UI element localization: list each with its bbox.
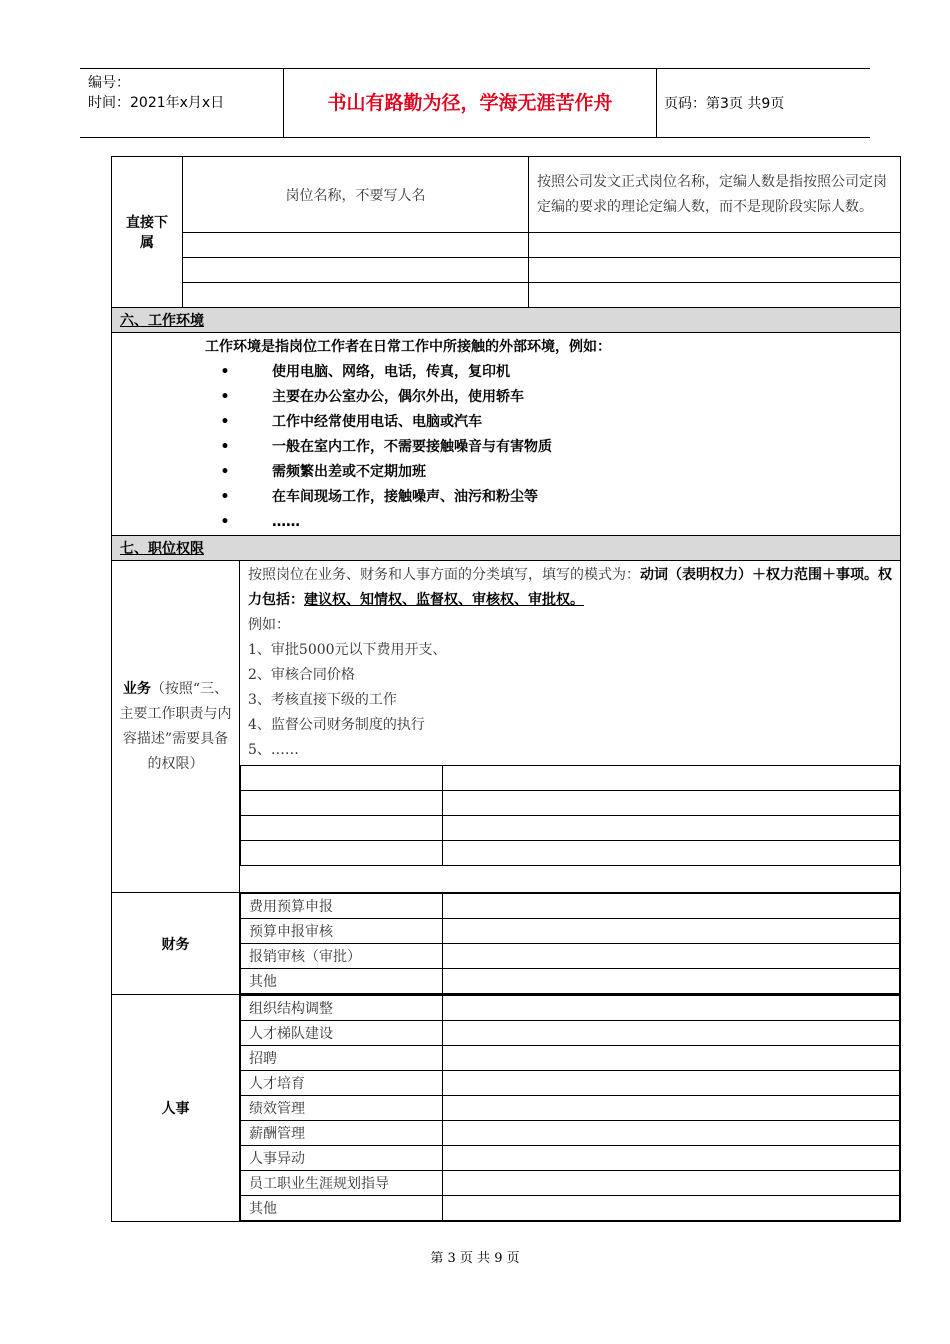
empty-cell[interactable] xyxy=(529,283,901,308)
empty-cell[interactable] xyxy=(443,996,900,1021)
desc-underline: 建议权、知情权、监督权、审核权、审批权。 xyxy=(304,592,584,608)
empty-cell[interactable] xyxy=(443,766,900,791)
empty-cell[interactable] xyxy=(241,841,443,866)
empty-cell[interactable] xyxy=(443,1071,900,1096)
empty-cell[interactable] xyxy=(443,1021,900,1046)
section-title-work-environment: 六、工作环境 xyxy=(112,308,901,333)
hr-label: 人事 xyxy=(112,995,240,1222)
list-item: • 一般在室内工作，不需要接触噪音与有害物质 xyxy=(246,435,892,460)
business-label xyxy=(112,561,240,893)
finance-content xyxy=(240,893,901,995)
empty-cell[interactable] xyxy=(443,1196,900,1221)
list-item: • 使用电脑、网络，电话，传真，复印机 xyxy=(246,360,892,385)
section-title-authority: 七、职位权限 xyxy=(112,536,901,561)
empty-cell[interactable] xyxy=(443,919,900,944)
hr-item: 组织结构调整 xyxy=(241,996,443,1021)
empty-cell[interactable] xyxy=(183,283,529,308)
hr-table xyxy=(240,995,900,1221)
empty-cell[interactable] xyxy=(443,1121,900,1146)
headcount-hint: 按照公司发文正式岗位名称，定编人数是指按照公司定岗定编的要求的理论定编人数，而不是现阶段实际人数。 xyxy=(529,157,901,233)
desc-bold: 动词（表明权力）＋权力范围＋事项。权力包括： xyxy=(248,567,892,608)
empty-cell[interactable] xyxy=(241,791,443,816)
example-item: 5、…… xyxy=(248,742,299,758)
empty-cell[interactable] xyxy=(443,894,900,919)
business-label-rest: （按照“三、主要工作职责与内容描述”需要具备的权限） xyxy=(119,680,232,772)
desc-normal: 按照岗位在业务、财务和人事方面的分类填写，填写的模式为： xyxy=(248,567,640,583)
position-name-hint: 岗位名称，不要写人名 xyxy=(183,157,529,233)
list-item: • …… xyxy=(246,510,892,535)
hr-item: 人事异动 xyxy=(241,1146,443,1171)
business-blank-table xyxy=(240,765,900,866)
example-item: 1、审批5000元以下费用开支、 xyxy=(248,642,447,658)
job-description-table xyxy=(111,156,901,1222)
subordinates-label: 直接下属 xyxy=(112,157,183,308)
finance-item: 其他 xyxy=(241,969,443,994)
empty-cell[interactable] xyxy=(183,233,529,258)
header-meta xyxy=(88,73,283,113)
empty-cell[interactable] xyxy=(183,258,529,283)
empty-cell[interactable] xyxy=(443,969,900,994)
empty-cell[interactable] xyxy=(443,1171,900,1196)
work-environment-content xyxy=(112,333,901,536)
empty-cell[interactable] xyxy=(443,1096,900,1121)
list-item: • 需频繁出差或不定期加班 xyxy=(246,460,892,485)
example-label: 例如： xyxy=(248,617,290,633)
example-item: 2、审核合同价格 xyxy=(248,667,355,683)
work-environment-intro: 工作环境是指岗位工作者在日常工作中所接触的外部环境，例如： xyxy=(205,339,611,355)
finance-table xyxy=(240,893,900,994)
hr-item: 绩效管理 xyxy=(241,1096,443,1121)
finance-label: 财务 xyxy=(112,893,240,995)
empty-cell[interactable] xyxy=(529,233,901,258)
empty-cell[interactable] xyxy=(443,816,900,841)
empty-cell[interactable] xyxy=(443,1146,900,1171)
hr-item: 招聘 xyxy=(241,1046,443,1071)
business-description xyxy=(240,561,900,765)
hr-item: 员工职业生涯规划指导 xyxy=(241,1171,443,1196)
empty-cell[interactable] xyxy=(241,766,443,791)
example-item: 3、考核直接下级的工作 xyxy=(248,692,397,708)
page-header xyxy=(80,68,870,138)
finance-item: 报销审核（审批） xyxy=(241,944,443,969)
list-item: • 在车间现场工作，接触噪声、油污和粉尘等 xyxy=(246,485,892,510)
empty-cell[interactable] xyxy=(443,841,900,866)
empty-cell[interactable] xyxy=(443,944,900,969)
list-item: • 工作中经常使用电话、电脑或汽车 xyxy=(246,410,892,435)
hr-item: 人才培育 xyxy=(241,1071,443,1096)
business-content xyxy=(240,561,901,893)
hr-item: 人才梯队建设 xyxy=(241,1021,443,1046)
business-label-bold: 业务 xyxy=(122,680,151,697)
hr-content xyxy=(240,995,901,1222)
hr-item: 薪酬管理 xyxy=(241,1121,443,1146)
page-info: 页码：第3页 共9页 xyxy=(664,96,785,112)
page-footer: 第 3 页 共 9 页 xyxy=(430,1251,520,1266)
motto: 书山有路勤为径，学海无涯苦作舟 xyxy=(283,69,657,137)
number-label: 编号： xyxy=(88,75,130,91)
list-item: • 主要在办公室办公，偶尔外出，使用轿车 xyxy=(246,385,892,410)
finance-item: 预算申报审核 xyxy=(241,919,443,944)
hr-item: 其他 xyxy=(241,1196,443,1221)
empty-cell[interactable] xyxy=(529,258,901,283)
finance-item: 费用预算申报 xyxy=(241,894,443,919)
example-item: 4、监督公司财务制度的执行 xyxy=(248,717,425,733)
time-label: 时间：2021年x月x日 xyxy=(88,95,225,111)
work-environment-list xyxy=(120,360,892,535)
empty-cell[interactable] xyxy=(443,791,900,816)
empty-cell[interactable] xyxy=(241,816,443,841)
empty-cell[interactable] xyxy=(443,1046,900,1071)
